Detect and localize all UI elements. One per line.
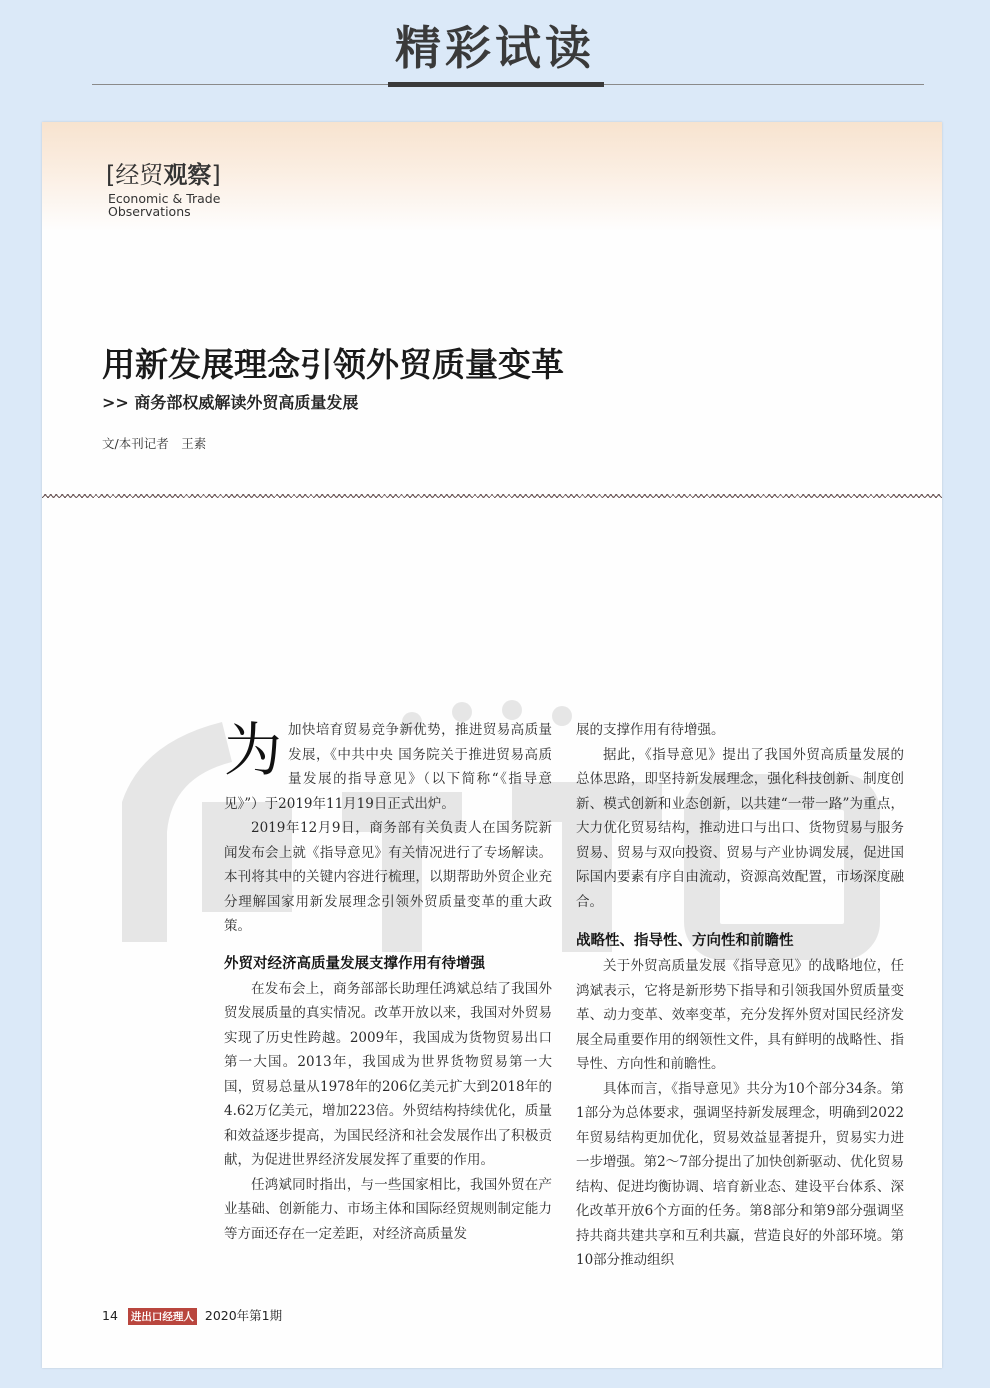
article-column-left bbox=[224, 718, 552, 1246]
section-heading: 外贸对经济高质量发展支撑作用有待增强 bbox=[224, 955, 485, 972]
section-label-english: Economic & Trade Observations bbox=[108, 191, 221, 219]
decorative-divider bbox=[42, 492, 942, 500]
article-column-right bbox=[576, 718, 904, 1273]
paragraph: 在发布会上，商务部部长助理任鸿斌总结了我国外贸发展质量的真实情况。改革开放以来，我国对外贸易实现了历史性跨越。2009年，我国成为货物贸易出口第一大国。2013年，我国成为世界货物贸易第一大国，贸易总量从1978年的206亿美元扩大到2018年的4.62万亿美元，增加223倍。外贸结构持续优化，质量和效益逐步提高，为国民经济和社会发展作出了积极贡献，为促进世界经济发展发挥了重要的作用。 bbox=[224, 980, 552, 1168]
section-heading: 战略性、指导性、方向性和前瞻性 bbox=[576, 933, 794, 949]
paragraph: 关于外贸高质量发展《指导意见》的战略地位，任鸿斌表示，它将是新形势下指导和引领我国外贸质量变革、动力变革、效率变革，充分发挥外贸对国民经济发展全局重要作用的纲领性文件，具有鲜明的战略性、指导性、方向性和前瞻性。 bbox=[576, 958, 904, 1072]
article-headline: 用新发展理念引领外贸质量变革 bbox=[102, 345, 564, 384]
page-number: 14 bbox=[102, 1308, 118, 1323]
paragraph: 2019年12月9日，商务部有关负责人在国务院新闻发布会上就《指导意见》有关情况进行了专场解读。本刊将其中的关键内容进行梳理，以期帮助外贸企业充分理解国家用新发展理念引领外贸质量变革的重大政策。 bbox=[224, 820, 552, 934]
magazine-page bbox=[42, 122, 942, 1368]
article-byline: 文/本刊记者 王素 bbox=[102, 436, 207, 451]
page-footer bbox=[102, 1306, 282, 1325]
paragraph: 据此，《指导意见》提出了我国外贸高质量发展的总体思路，即坚持新发展理念，强化科技创新、制度创新、模式创新和业态创新，以共建“一带一路”为重点，大力优化贸易结构，推动进口与出口、货物贸易与服务贸易、贸易与双向投资、贸易与产业协调发展，促进国际国内要素有序自由流动，资源高效配置，市场深度融合。 bbox=[576, 746, 904, 910]
banner-title: 精彩试读 bbox=[395, 21, 595, 75]
paragraph: 任鸿斌同时指出，与一些国家相比，我国外贸在产业基础、创新能力、市场主体和国际经贸规则制定能力等方面还存在一定差距，对经济高质量发 bbox=[224, 1176, 552, 1242]
paragraph: 加快培育贸易竞争新优势，推进贸易高质量发展，《中共中央 国务院关于推进贸易高质量发展的指导意见》（以下简称“《指导意见》”）于2019年11月19日正式出炉。 bbox=[224, 722, 552, 812]
article-subhead: >> 商务部权威解读外贸高质量发展 bbox=[102, 393, 359, 412]
paragraph: 具体而言，《指导意见》共分为10个部分34条。第1部分为总体要求，强调坚持新发展理念，明确到2022年贸易结构更加优化，贸易效益显著提升，贸易实力进一步增强。第2～7部分提出了加快创新驱动、优化贸易结构、促进均衡协调、培育新业态、建设平台体系、深化改革开放6个方面的任务。第8部分和第9部分强调坚持共商共建共享和互利共赢，营造良好的外部环境。第10部分推动组织 bbox=[576, 1080, 904, 1268]
publication-badge: 进出口经理人 bbox=[128, 1308, 197, 1325]
issue-label: 2020年第1期 bbox=[204, 1308, 283, 1323]
paragraph: 展的支撑作用有待增强。 bbox=[576, 722, 725, 738]
section-label: [经贸观察] bbox=[106, 161, 221, 189]
drop-cap: 为 bbox=[224, 716, 283, 784]
banner-divider-accent bbox=[388, 82, 604, 87]
